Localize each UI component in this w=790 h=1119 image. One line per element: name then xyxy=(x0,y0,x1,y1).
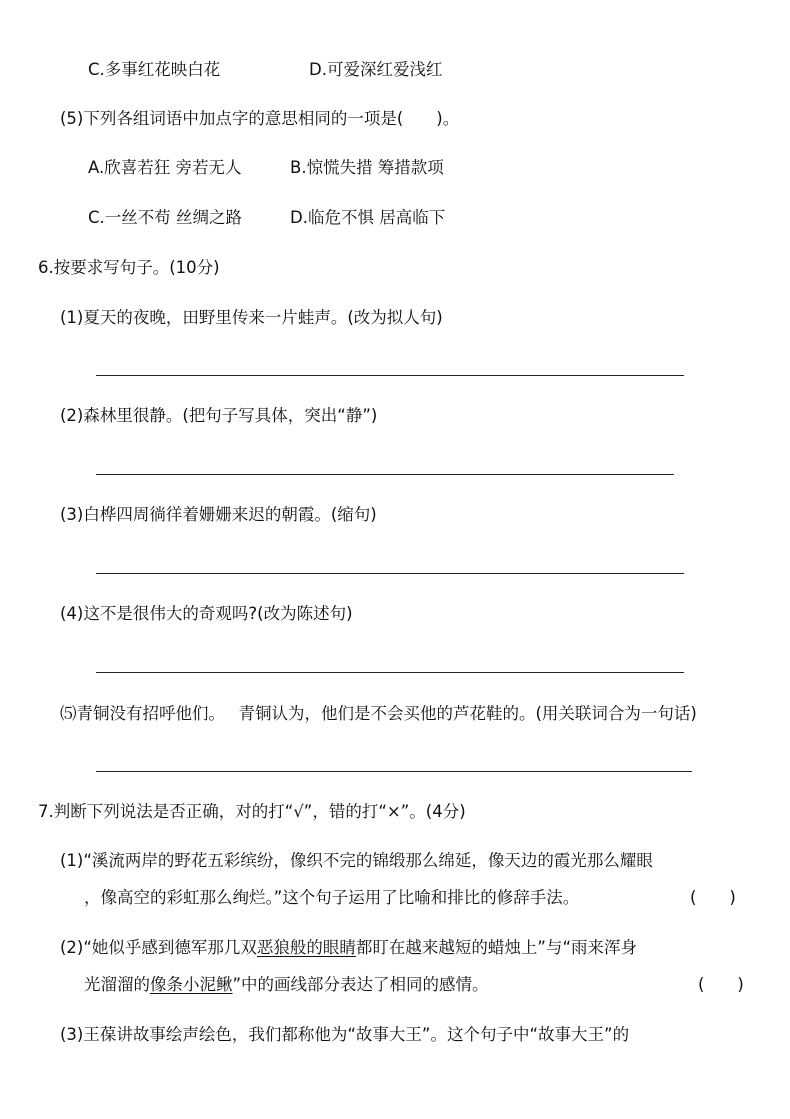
item-text: 都盯在越来越短的蜡烛上”与“雨来浑身 xyxy=(355,938,638,957)
answer-line[interactable] xyxy=(96,375,684,376)
judgement-item: (3)王葆讲故事绘声绘色，我们都称他为“故事大王”。这个句子中“故事大王”的 xyxy=(60,1025,630,1044)
option-c: C.多事红花映白花 xyxy=(88,60,221,79)
answer-parentheses[interactable]: ( ) xyxy=(690,888,736,907)
judgement-item xyxy=(60,937,637,959)
option-a: A.欣喜若狂 旁若无人 xyxy=(88,158,242,177)
judgement-item-continued xyxy=(84,974,489,996)
answer-parentheses[interactable]: ( ) xyxy=(698,975,744,994)
item-text: ”中的画线部分表达了相同的感情。 xyxy=(232,975,489,994)
judgement-item: (1)“溪流两岸的野花五彩缤纷，像织不完的锦缎那么绵延，像天边的霞光那么耀眼 xyxy=(60,851,653,870)
item-text: 光溜溜的 xyxy=(84,975,150,994)
sentence-prompt: ⑸青铜没有招呼他们。 青铜认为，他们是不会买他的芦花鞋的。(用关联词合为一句话) xyxy=(60,704,697,723)
sentence-prompt: (3)白桦四周徜徉着姗姗来迟的朝霞。(缩句) xyxy=(60,505,377,524)
underlined-phrase: 像条小泥鳅 xyxy=(150,975,233,994)
option-c: C.一丝不苟 丝绸之路 xyxy=(88,208,243,227)
section-title: 7.判断下列说法是否正确，对的打“√”，错的打“×”。(4分) xyxy=(38,802,466,821)
sentence-prompt: (2)森林里很静。(把句子写具体，突出“静”) xyxy=(60,406,378,425)
section-title: 6.按要求写句子。(10分) xyxy=(38,258,220,277)
item-text: (2)“她似乎感到德军那几双 xyxy=(60,938,257,957)
question-stem: (5)下列各组词语中加点字的意思相同的一项是( )。 xyxy=(60,109,460,128)
answer-line[interactable] xyxy=(96,573,684,574)
answer-line[interactable] xyxy=(96,771,692,772)
option-d: D.临危不惧 居高临下 xyxy=(290,208,446,227)
sentence-prompt: (4)这不是很伟大的奇观吗?(改为陈述句) xyxy=(60,604,353,623)
sentence-prompt: (1)夏天的夜晚，田野里传来一片蛙声。(改为拟人句) xyxy=(60,308,443,327)
answer-line[interactable] xyxy=(96,474,674,475)
option-d: D.可爱深红爱浅红 xyxy=(309,60,443,79)
judgement-item-continued: ，像高空的彩虹那么绚烂。”这个句子运用了比喻和排比的修辞手法。 xyxy=(84,888,580,907)
option-b: B.惊慌失措 筹措款项 xyxy=(290,158,444,177)
answer-line[interactable] xyxy=(96,672,684,673)
underlined-phrase: 恶狼般的眼睛 xyxy=(256,938,356,957)
